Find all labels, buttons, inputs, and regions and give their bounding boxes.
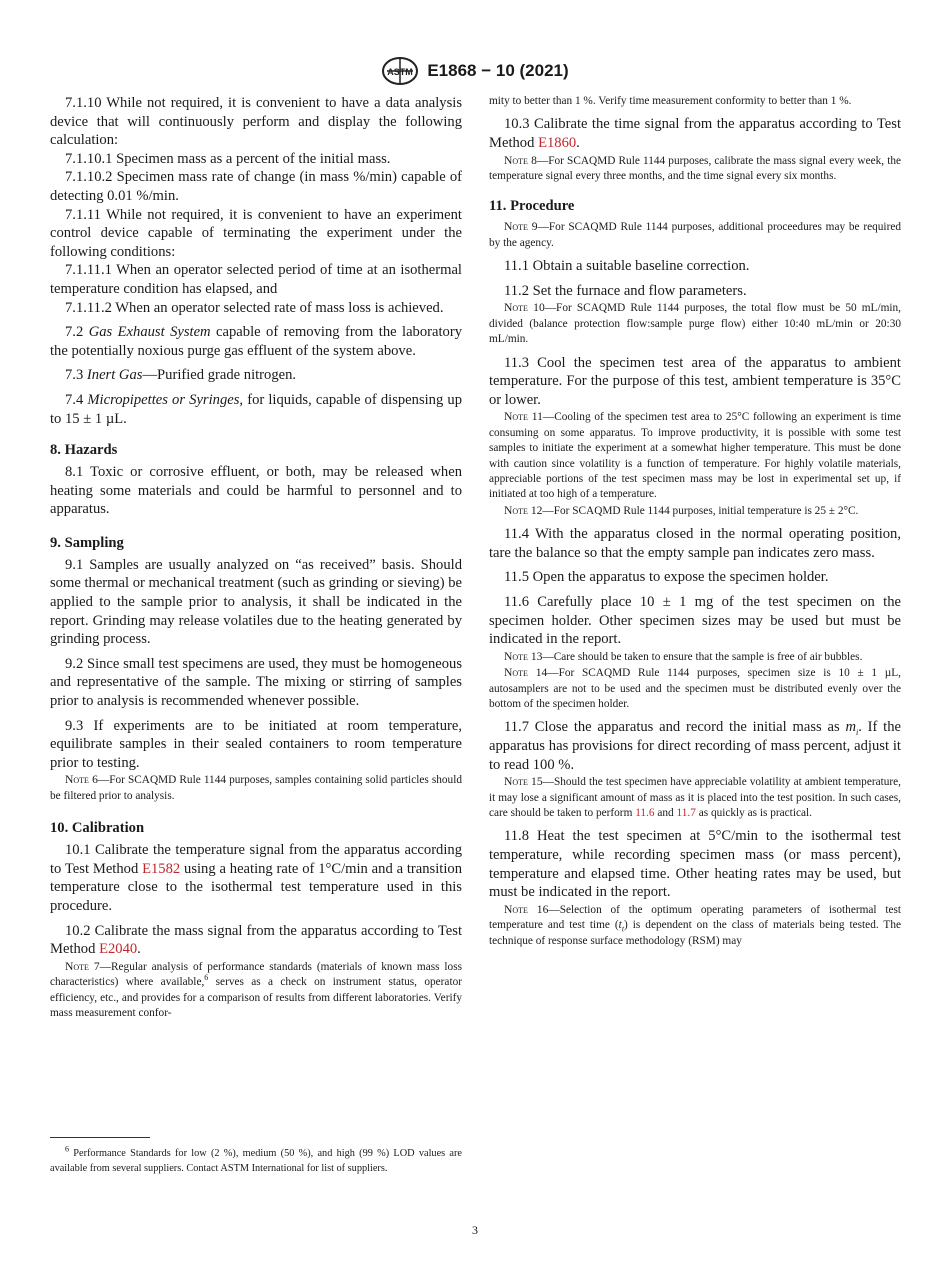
para-7-2: 7.2 Gas Exhaust System capable of removing from the laboratory the potentially noxious purge gas effluent of the system above. (50, 324, 463, 359)
para-7-1-11-2: 7.1.11.2 When an operator selected rate of mass loss is achieved. (65, 299, 444, 316)
para-10-1: 10.1 Calibrate the temperature signal from the apparatus according to Test Method E1582 using a heating rate of 1°C/min and a transition temperature close to the isothermal test temperature used in this procedure. (50, 842, 462, 914)
para-9-3: 9.3 If experiments are to be initiated at room temperature, equilibrate samples in their sealed containers to room temperature prior to testing. (50, 717, 462, 771)
para-11-1: 11.1 Obtain a suitable baseline correction. (504, 258, 750, 275)
link-e2040[interactable]: E2040 (99, 941, 138, 958)
para-11-3: 11.3 Cool the specimen test area of the apparatus to ambient temperature. For the purpose of this test, ambient temperature is 35°C or lower. (489, 354, 901, 408)
section-10-heading: 10. Calibration (50, 820, 145, 837)
note-6: Note 6—For SCAQMD Rule 1144 purposes, samples containing solid particles should be filtered prior to analysis. (50, 773, 462, 802)
para-11-7: 11.7 Close the apparatus and record the initial mass as $m_i$. If the apparatus has provisions for direct recording of mass percent, adjust it to read 100 %. (489, 719, 901, 773)
astm-logo-icon (381, 56, 419, 86)
note-15: Note 15—Should the test specimen have appreciable volatility at ambient temperature, it may lose a significant amount of mass as it is placed into the test position. In such cases, care should be taken to perform 11.6 and 11.7 as quickly as is practical. (489, 775, 901, 820)
para-11-4: 11.4 With the apparatus closed in the normal operating position, tare the balance so that the empty sample pan indicates zero mass. (489, 526, 901, 561)
right-column (489, 94, 901, 949)
para-7-1-10-2: 7.1.10.2 Specimen mass rate of change (in mass %/min) capable of detecting 0.01 %/min. (50, 169, 462, 204)
para-9-2: 9.2 Since small test specimens are used, they must be homogeneous and representative of the sample. The mixing or stirring of samples prior to analysis is recommended whenever possible. (50, 655, 462, 710)
para-7-1-11: 7.1.11 While not required, it is convenient to have an experiment control device capable of terminating the experiment under the following conditions: (50, 206, 462, 260)
para-11-8: 11.8 Heat the test specimen at 5°C/min to the isothermal test temperature, while recording specimen mass (or mass percent), temperature and elapsed time. Other heating rates may be used, but must be indicated in the report. (489, 828, 901, 901)
left-column (50, 94, 462, 1021)
para-9-1: 9.1 Samples are usually analyzed on “as received” basis. Should some thermal or mechanical treatment (such as grinding or sieving) be applied to the sample prior to analysis, it shall be indicated in the report. Grinding may release volatiles due to the heating generated by grinding process. (50, 556, 462, 648)
note-13: Note 13—Care should be taken to ensure that the sample is free of air bubbles. (504, 649, 863, 663)
para-10-2: 10.2 Calibrate the mass signal from the apparatus according to Test Method E2040. (50, 922, 462, 958)
page-header (0, 56, 950, 86)
link-e1582[interactable]: E1582 (142, 860, 181, 877)
svg-text:ASTM: ASTM (387, 67, 414, 77)
footnote-6: $^6$ Performance Standards for low (2 %), medium (50 %), and high (99 %) LOD values are available from several suppliers. Contact ASTM International for list of suppliers. (50, 1144, 462, 1174)
section-8-heading: 8. Hazards (50, 442, 118, 459)
para-11-2: 11.2 Set the furnace and flow parameters. (504, 282, 747, 299)
footnote-divider (50, 1137, 150, 1138)
note-8: Note 8—For SCAQMD Rule 1144 purposes, calibrate the mass signal every week, the temperature signal every three months, and the time signal every six months. (489, 153, 902, 182)
para-7-4: 7.4 Micropipettes or Syringes, for liquids, capable of dispensing up to 15 ± 1 µL. (50, 391, 462, 427)
note-14: Note 14—For SCAQMD Rule 1144 purposes, specimen size is 10 ± 1 µL, autosamplers are not to be used and the specimen must be distributed evenly over the bottom of the specimen holder. (489, 666, 901, 711)
para-7-1-11-1: 7.1.11.1 When an operator selected period of time at an isothermal temperature condition has elapsed, and (50, 262, 462, 297)
note-7: Note 7—Regular analysis of performance standards (materials of known mass loss characteristics) where available,$^6$ serves as a check on instrument status, operator efficiency, etc., and provides for a comparison of results from different laboratories. Verify mass measurement confor- (50, 959, 462, 1019)
note-9: Note 9—For SCAQMD Rule 1144 purposes, additional proceedures may be required by the agency. (489, 220, 901, 249)
standard-designation: E1868 − 10 (2021) (427, 61, 569, 80)
section-11-heading: 11. Procedure (489, 198, 575, 215)
para-7-1-10-1: 7.1.10.1 Specimen mass as a percent of the initial mass. (65, 150, 391, 167)
note-7-continued: mity to better than 1 %. Verify time measurement conformity to better than 1 %. (489, 95, 852, 107)
para-11-5: 11.5 Open the apparatus to expose the specimen holder. (504, 569, 829, 586)
note-16: Note 16—Selection of the optimum operating parameters of isothermal test temperature and test time $(t_t)$ is dependent on the class of materials being tested. The technique of response surface methodology (RSM) may (489, 902, 902, 947)
link-section-11-7[interactable]: 11.7 (676, 807, 696, 820)
note-12: Note 12—For SCAQMD Rule 1144 purposes, initial temperature is 25 ± 2°C. (504, 503, 859, 517)
link-e1860[interactable]: E1860 (538, 135, 577, 151)
para-11-6: 11.6 Carefully place 10 ± 1 mg of the test specimen on the specimen holder. Other specimen sizes may be used but must be indicated in the report. (489, 594, 901, 648)
note-11: Note 11—Cooling of the specimen test area to 25°C following an experiment is time consuming on some apparatus. To improve productivity, it is possible with some test samples to initiate the experiment at a somewhat higher temperature. This must be done with caution since volatility is a function of temperature. For highly volatile materials, appreciable portions of the test specimen mass may be lost in experimental set up, if initiated at too high of a temperature. (489, 410, 901, 501)
link-section-11-6[interactable]: 11.6 (635, 807, 655, 820)
para-7-1-10: 7.1.10 While not required, it is convenient to have a data analysis device that will continuously perform and display the following calculation: (50, 95, 462, 149)
para-7-3: 7.3 Inert Gas—Purified grade nitrogen. (65, 367, 297, 384)
para-8-1: 8.1 Toxic or corrosive effluent, or both, may be released when heating some materials and could be harmful to personnel and to apparatus. (50, 464, 462, 518)
para-10-3: 10.3 Calibrate the time signal from the apparatus according to Test Method E1860. (489, 116, 901, 151)
note-10: Note 10—For SCAQMD Rule 1144 purposes, the total flow must be 50 mL/min, divided (balance protection flow:sample purge flow) either 10:40 mL/min or 20:30 mL/min. (489, 301, 901, 346)
section-9-heading: 9. Sampling (50, 534, 124, 551)
page-number: 3 (472, 1223, 478, 1237)
